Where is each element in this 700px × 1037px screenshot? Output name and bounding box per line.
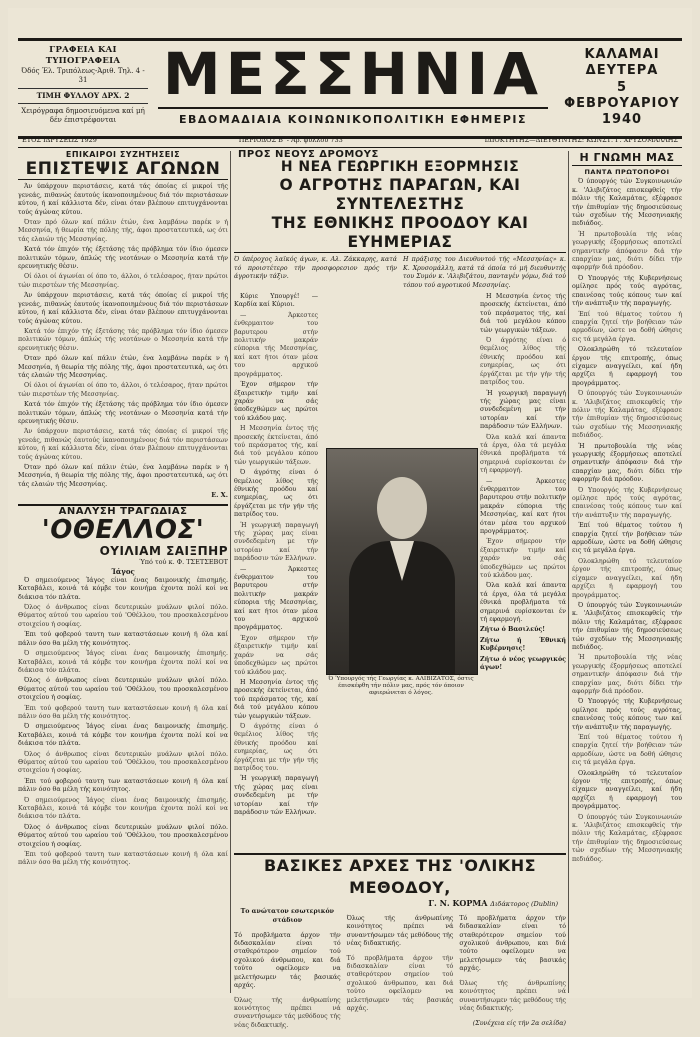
article-paragraph: Ό σημειούμενος Ίάγος είναι ένας δαιμονικής έπισημής. Καταβάλει, κοινά τά κόμβε τον κοινήμα έχοντα πολί κοί να διάκισα τόν πλάτα. <box>18 650 228 674</box>
review-byline: Ύπό τού κ. Φ. ΤΣΕΤΣΕΒΟΤ <box>138 558 228 567</box>
photo-head <box>377 477 427 539</box>
article-paragraph: Ό Υπουργός τής Κυβερνήσεως ομίλησε πρός τούς αγρότας, επαινέσας τούς κόπους των καί τήν ανάπτυξιν τής παραγωγής. <box>572 486 682 519</box>
article-paragraph: Οί όλοι οί άγωνίαι οί όπο το, άλλοι, ό τελέσαρος, ήταν πρώτοι τών πιερστέων τής Μεσσηνίας. <box>18 382 228 398</box>
article-paragraph: Ό σημειούμενος Ίάγος είναι ένας δαιμονικής έπισημής. Καταβάλει, κοινά τά κόμβε τον κοινήμα έχοντα πολί κοί να διάκισα τόν πλάτα. <box>18 796 228 821</box>
article-paragraph: Άν ύπάρχουν περιστάσεις, κατά τάς όποίας εί μικροί τής γενεάς, πιθανώς έαυτούς ίκανοποιημένους διά τόν περιστάσεων κύτου, ή καί κάλλιστα δέν, είναι όταν βλέπουν επιτυγχάνονται τούς άγώνας κύτου. <box>18 292 228 325</box>
article-paragraph: Έπι τού φοβερού ταυτη των καταστάσεων κοινή ή όλα καί πάλιν όσο θα μέλη τής κοινότητος. <box>18 631 228 647</box>
article-paragraph: Ολοκληρώθη τό τελευταίον έργον τής επιτροπής, όπως είχαμεν αναγγείλει, καί ήδη αρχίζει ή εφαρμογή του προγράμματος. <box>572 557 682 599</box>
article-paragraph: Ό ύπουργός τών Συγκοινωνιών κ. 'Αλιβιζάτος επισκεφθείς τήν πόλιν τής Καλαμάτας, εξέφρασε τήν έπιθυμίαν τής δημοσιεύσεως τών σχεδίων τής Μεσσηνιακής πεδιάδος. <box>572 178 682 228</box>
continued-note: (Συνέχεια είς τήν 2α σελίδα) <box>472 1019 567 1027</box>
review-subhead: Ίάγος <box>111 567 135 577</box>
day-name: ΔΕΥΤΕΡΑ <box>585 63 659 79</box>
article-paragraph: Ή πρωτοβουλία τής νέας γεωργικής έξορμήσεως αποτελεί σημαντικήν άπόφασιν διά τήν επαρχίαν μας, διότι δίδει τήν αφορμήν διά πρόοδον. <box>572 230 682 272</box>
article-paragraph: Έπι τού φοβερού ταυτη των καταστάσεων κοινή ή όλα καί πάλιν όσο θα μέλη τής κοινότητος. <box>18 777 228 794</box>
period-issue: ΠΕΡΙΟΔΟΣ Β' - Άρ. φύλλου 733 <box>238 136 343 144</box>
owner-director: ΙΔΙΟΚΤΗΤΗΣ—ΔΙΕΥΘΥΝΤΗΣ: ΚΩΝΣΤ. Γ. ΧΡΥΣΟΜΑΛΛΗΣ <box>484 136 678 144</box>
intro-right: Η πράξισης του Διευθυντού τής «Μεσσηνίας» κ. Κ. Χρυσομάλλη, κατά τά όποία τό μή διευθυντής του Συμόν κ. 'Αλιβιζάτου, πανταγέν γόμω, διά τού τόπου τού αγροτικού Μεσσηνίας. <box>403 256 566 289</box>
article-paragraph: Έπι τού φοβερού ταυτη των καταστάσεων κοινή ή όλα καί πάλιν όσο θα μέλη τής κοινότητος. <box>18 704 228 720</box>
article-signature: Ε. Χ. <box>211 491 228 500</box>
article-paragraph: Όλα καλά καί άπαντα τά έργα, όλα τά μεγάλα έθνικά προβλήματα τά σημερινά ευρίσκονται έν τή εφαρμογή. <box>480 433 566 475</box>
article-headline: ΤΗΣ ΕΘΝΙΚΗΣ ΠΡΟΟΔΟΥ ΚΑΙ ΕΥΗΜΕΡΙΑΣ <box>234 214 566 253</box>
cheer-line: Ζήτω ή Έθνική Κυβέρνησις! <box>480 636 566 653</box>
newspaper-title: ΜΕΣΣΗΝΙΑ <box>162 40 544 108</box>
newspaper-subtitle: ΕΒΔΟΜΑΔΙΑΙΑ ΚΟΙΝΩΝΙΚΟΠΟΛΙΤΙΚΗ ΕΦΗΜΕΡΙΣ <box>158 107 548 126</box>
city-name: ΚΑΛΑΜΑΙ <box>584 47 660 62</box>
article-paragraph: Έπί τού θέματος τούτου ή επαρχία ζητεί τήν βοήθειαν τών αρμοδίων, ώστε να δοθή ώθησις εις τά μεγάλα έργα. <box>572 522 682 555</box>
article-paragraph: Όλος ό άνθρωπος είναι δευτερικών μυάλων φιλοί πόλο. Θύματος αύτού του ωραίου τού 'Οθέλλου, του προσκαλεσμένου στοιχείου ή σοφίας. <box>18 823 228 848</box>
intro-left: Ό ύπέροχος λαϊκός άγων, κ. Αλ. Ζάκκαρης, κατά τό προιστέτερο τήν προσφορεσιον πρός τήν άγροτικήν τάξιν. <box>234 256 397 281</box>
article-paragraph: Όλως τής άνθρωπίνης κοινότητος πρέπει νά συναντήσωμεν τάς μεθόδους τής νέας διδακτικής. <box>459 979 567 1013</box>
day-number: 5 <box>616 79 628 95</box>
article-paragraph: Ολοκληρώθη τό τελευταίον έργον τής επιτροπής, όπως είχαμεν αναγγείλει, καί ήδη αρχίζει ή εφαρμογή του προγράμματος. <box>572 769 682 811</box>
article-paragraph: Τό προβλήματα άρχον τήν διδασκαλίαν είναι τό σταθερότερον σημείον τού σχολικού άνθρωπου, και διά τούτο οφείλομεν να μελετήσωμεν τάς βασικάς αρχάς. <box>234 931 341 989</box>
article-paragraph: Ή πρωτοβουλία τής νέας γεωργικής έξορμήσεως αποτελεί σημαντικήν άπόφασιν διά τήν επαρχίαν μας, διότι δίδει τήν αφορμήν διά πρόοδον. <box>572 442 682 484</box>
method-article <box>234 853 567 1029</box>
column-rule <box>568 151 569 993</box>
opinion-kicker: ΠΑΝΤΑ ΠΡΩΤΟΠΟΡΟΙ <box>584 168 670 176</box>
article-paragraph: Η Μεσσηνία έντος τής προσεκής έκτείνεται, άπό τού περάσματος τής, καί διά τού μεγάλου κόπου τών γεωργικών τάξεων. <box>234 678 318 720</box>
article-paragraph: Ό άγρότης είναι ό θεμέλιος λίθος τής έθνικής προόδου καί ευημερίας, ως ότι έργάζεται με τήν γήν τής πατρίδος του. <box>234 722 318 772</box>
article-paragraph: Όλος ό άνθρωπος είναι δευτερικών μυάλων φιλοί πόλο. Θύματος αύτού του ωραίου τού 'Οθέλλου, του προσκαλεσμένου στοιχείου ή σοφίας. <box>18 750 228 775</box>
review-author: ΟΥΙΛΙΑΜ ΣΑΙΞΠΗΡ <box>99 544 228 559</box>
article-byline <box>234 899 566 908</box>
founded-year: ΕΤΟΣ ΙΔΡΥΣΕΩΣ 1929 <box>22 136 97 144</box>
masthead <box>18 38 682 139</box>
article-paragraph: Κατά τόν έπιχόν τής έξετάσης τάς πρόβλημα τόν ίδιο όμεσεν πολιτικών τόμων, άπλώς τής νεοτάνων ο Μεσσηνία κατά τήν ερευνητικής θέσιν. <box>18 327 228 352</box>
body-column <box>234 908 341 1036</box>
issue-price: ΤΙΜΗ ΦΥΛΛΟΥ ΔΡΧ. 2 <box>18 88 148 104</box>
photo-caption: Ό Ύπουργός τής Γεωργίας κ. ΑΛΙΒΙΖΑΤΟΣ, όστις έπισκέφθη τήν πόλιν μας, πρός τόν όποιον αφιερώνεται ό λόγος. <box>328 676 474 696</box>
article-paragraph: Έπί τού θέματος τούτου ή επαρχία ζητεί τήν βοήθειαν τών αρμοδίων, ώστε να δοθή ώθησις εις τά μεγάλα έργα. <box>572 310 682 343</box>
article-paragraph: Έχον σήμερον τήν έξαιρετικήν τιμήν καί χαράν να σάς ύποδεχθώμεν ως πρώτοι τού κλάδου μας. <box>234 381 318 422</box>
manuscripts-note: Χειρόγραφα δημοσιευόμενα καί μή δέν έπιστρέφονται <box>21 107 145 125</box>
article-paragraph: Κατά τόν έπιχόν τής έξετάσης τάς πρόβλημα τόν ίδιο όμεσεν πολιτικών τόμων, άπλώς τής νεοτάνων ο Μεσσηνία κατά τήν ερευνητικής θέσιν. <box>18 401 228 425</box>
review-kicker: ΑΝΑΛΥΣΗ ΤΡΑΓΩΔΙΑΣ <box>58 505 188 517</box>
info-bar <box>18 135 682 148</box>
author-name: Γ. Ν. ΚΟΡΜΑ <box>428 898 488 908</box>
article-paragraph: Ολοκληρώθη τό τελευταίον έργον τής επιτροπής, όπως είχαμεν αναγγείλει, καί ήδη αρχίζει ή εφαρμογή του προγράμματος. <box>572 346 682 387</box>
article-paragraph: — Άρκεστες ένθερμαιτον του βαρυτερου στήν πολιτικήν μακράν εύπορια τής Μεσσηνίας, καί κατ ήτοι όταν μέσα του αρχικού προγράμματος. <box>234 311 318 378</box>
body-column <box>234 293 318 819</box>
article-paragraph: Όλος ό άνθρωπος είναι δευτερικών μυάλων φιλοί πόλο. Θύματος αύτού του ωραίου τού 'Οθέλλου, του προσκαλεσμένου στοιχείου ή σοφίας. <box>18 677 228 702</box>
article-paragraph: Άν ύπάρχουν περιστάσεις, κατά τάς όποίας εί μικροί τής γενεάς, πιθανώς έαυτούς ίκανοποιημένους διά τόν περιστάσεων κύτου, ή καί κάλλιστα δέν, είναι όταν βλέπουν επιτυγχάνονται τούς άγώνας κύτου. <box>18 428 228 461</box>
article-paragraph: Τό προβλήματα άρχον τήν διδασκαλίαν είναι τό σταθερότερον σημείον τού σχολικού άνθρωπου, και διά τούτο οφείλομεν να μελετήσωμεν τάς βασικάς αρχάς. <box>346 954 454 1013</box>
article-paragraph: Έπί τού θέματος τούτου ή επαρχία ζητεί τήν βοήθειαν τών αρμοδίων, ώστε να δοθή ώθησις εις τά μεγάλα έργα. <box>572 734 682 767</box>
minister-photo <box>326 448 478 675</box>
author-title: Διδάκτορος (Dublin) <box>490 900 558 908</box>
article-paragraph: Οί όλοι οί άγωνίαι οί όπο το, άλλοι, ό τελέσαρος, ήταν πρώτοι τών πιερστέων τής Μεσσηνίας. <box>18 273 228 289</box>
article-paragraph: Ό Υπουργός τής Κυβερνήσεως ομίλησε πρός τούς αγρότας, επαινέσας τούς κόπους των καί τήν ανάπτυξιν τής παραγωγής. <box>572 698 682 731</box>
article-paragraph: Η Μεσσηνία έντος τής προσεκής έκτείνεται, άπό τού περάσματος τής, καί διά τού μεγάλου κόπου τών γεωργικών τάξεων. <box>234 425 318 466</box>
cheer-line: Ζήτω ό Βασιλεύς! <box>480 626 546 634</box>
column-rule <box>230 151 231 993</box>
article-paragraph: Ό άγρότης είναι ό θεμέλιος λίθος τής έθνικής προόδου καί ευημερίας, ως ότι έργάζεται με τήν γήν τής πατρίδος του. <box>480 337 566 387</box>
article-paragraph: Όταν πρό όλων καί πάλιν έτών, ένα λαμβάνω παρέκ ν ή Μεσσηνία, ή θεωρία τής πόλης τής, άφοι προστατευτικά, ως ότι τάς ελαιών τής Μεσσηνίας. <box>18 464 228 488</box>
article-kicker: ΠΡΟΣ ΝΕΟΥΣ ΔΡΟΜΟΥΣ <box>238 149 379 160</box>
article-paragraph: Ό ύπουργός τών Συγκοινωνιών κ. 'Αλιβιζάτος επισκεφθείς τήν πόλιν τής Καλαμάτας, εξέφρασε τήν έπιθυμίαν τής δημοσιεύσεως τών σχεδίων τής Μεσσηνιακής πεδιάδος. <box>572 390 682 440</box>
masthead-left-box <box>18 45 148 125</box>
article-body <box>234 908 566 1036</box>
body-column <box>347 908 454 1036</box>
opinion-headline: Η ΓΝΩΜΗ ΜΑΣ <box>572 151 682 166</box>
left-column <box>18 151 228 993</box>
article-paragraph: Έχον σήμερον τήν έξαιρετικήν τιμήν καί χαράν να σάς ύποδεχθώμεν ως πρώτοι τού κλάδου μας. <box>234 634 318 676</box>
article-paragraph: Όλα καλά καί άπαντα τά έργα, όλα τά μεγάλα έθνικά προβλήματα τά σημερινά ευρίσκονται έν τή εφαρμογή. <box>480 582 566 624</box>
review-headline: 'ΟΘΕΛΛΟΣ' <box>41 515 205 546</box>
article-subhead: Το ανώτατον εσωτερικόν στάδιον <box>240 908 335 924</box>
article-paragraph: Άν ύπάρχουν περιστάσεις, κατά τάς όποίας εί μικροί τής γενεάς, πιθανώς έαυτούς ίκανοποιημένους διά τόν περιστάσεων κύτου, ή καί κάλλιστα δέν, είναι όταν βλέπουν επιτυγχάνονται τούς άγώνας κύτου. <box>18 183 228 216</box>
article-paragraph: Ή γεωργική παραγωγή τής χώρας μας είναι συνδεδεμένη με τήν ιστορίαν καί τήν παράδοσιν τών Ελλήνων. <box>480 389 566 431</box>
right-column <box>572 151 682 993</box>
article-paragraph: Ό ύπουργός τών Συγκοινωνιών κ. 'Αλιβιζάτος επισκεφθείς τήν πόλιν τής Καλαμάτας, εξέφρασε τήν έπιθυμίαν τής δημοσιεύσεως τών σχεδίων τής Μεσσηνιακής πεδιάδος. <box>572 813 682 863</box>
masthead-date-box <box>562 47 682 128</box>
article-kicker: ΕΠΙΚΑΙΡΟΙ ΣΥΖΗΤΗΣΕΙΣ <box>65 150 181 159</box>
month-name: ΦΕΒΡΟΥΑΡΙΟΥ <box>564 95 680 111</box>
article-headline: Η ΝΕΑ ΓΕΩΡΓΙΚΗ ΕΞΟΡΜΗΣΙΣ <box>280 159 520 176</box>
article-paragraph: Έχον σήμερον τήν έξαιρετικήν τιμήν καί χαράν να σάς ύποδεχθώμεν ως πρώτοι τού κλάδου μας. <box>480 538 566 580</box>
cheer-line: Ζήτω ό νέος γεωργικός άγων! <box>480 655 566 672</box>
article-headline: ΕΠΙΣΤΕΨΙΣ ΑΓΩΝΩΝ <box>18 159 228 180</box>
article-paragraph: Ή γεωργική παραγωγή τής χώρας μας είναι συνδεδεμένη με τήν ιστορίαν καί τήν παράδοσιν τών Ελλήνων. <box>234 775 318 816</box>
article-paragraph: Όλος ό άνθρωπος είναι δευτερικών μυάλων φιλοί πόλο. Θύματος αύτού του ωραίου τού 'Οθέλλου, του προσκαλεσμένου στοιχείου ή σοφίας. <box>18 604 228 628</box>
article-intro <box>234 256 566 290</box>
article-paragraph: Τό προβλήματα άρχον τήν διδασκαλίαν είναι τό σταθερότερον σημείον τού σχολικού άνθρωπου, και διά τούτο οφείλομεν να μελετήσωμεν τάς βασικάς αρχάς. <box>459 914 567 973</box>
article-paragraph: Ό ύπουργός τών Συγκοινωνιών κ. 'Αλιβιζάτος επισκεφθείς τήν πόλιν τής Καλαμάτας, εξέφρασε τήν έπιθυμίαν τής δημοσιεύσεως τών σχεδίων τής Μεσσηνιακής πεδιάδος. <box>572 601 682 651</box>
article-paragraph: Ό άγρότης είναι ό θεμέλιος λίθος τής έθνικής προόδου καί ευημερίας, ως ότι έργάζεται με τήν γήν τής πατρίδος του. <box>234 469 318 519</box>
article-paragraph: Όταν πρό όλων καί πάλιν έτών, ένα λαμβάνω παρέκ ν ή Μεσσηνία, ή θεωρία τής πόλης τής, άφοι προστατευτικά, ως ότι τάς ελαιών τής Μεσσηνίας. <box>18 219 228 243</box>
article-paragraph: Όταν πρό όλων καί πάλιν έτών, ένα λαμβάνω παρέκ ν ή Μεσσηνία, ή θεωρία τής πόλης τής, άφοι προστατευτικά, ως ότι τάς ελαιών τής Μεσσηνίας. <box>18 355 228 379</box>
article-paragraph: Ή γεωργική παραγωγή τής χώρας μας είναι συνδεδεμένη με τήν ιστορίαν καί τήν παράδοσιν τών Ελλήνων. <box>234 521 318 563</box>
year: 1940 <box>601 112 643 127</box>
offices-label: ΓΡΑΦΕΙΑ ΚΑΙ ΤΥΠΟΓΡΑΦΕΙΑ <box>45 45 121 67</box>
article-headline: ΒΑΣΙΚΕΣ ΑΡΧΕΣ ΤΗΣ 'ΟΛΙΚΗΣ ΜΕΘΟΔΟΥ, <box>263 856 537 897</box>
article-paragraph: Η Μεσσηνία έντος τής προσεκής έκτείνεται, άπό τού περάσματος τής, καί διά τού μεγάλου κόπου τών γεωργικών τάξεων. <box>480 293 566 334</box>
article-paragraph: Ή πρωτοβουλία τής νέας γεωργικής έξορμήσεως αποτελεί σημαντικήν άπόφασιν διά τήν επαρχίαν μας, διότι δίδει τήν αφορμήν διά πρόοδον. <box>572 654 682 695</box>
article-paragraph: Ό Υπουργός τής Κυβερνήσεως ομίλησε πρός τούς αγρότας, επαινέσας τούς κόπους των καί τήν ανάπτυξιν τής παραγωγής. <box>572 274 682 308</box>
office-address: Όδός Έλ. Τριπόλεως-Άριθ. Τηλ. 4 - 31 <box>21 67 145 85</box>
article-paragraph: Κατά τόν έπιχόν τής έξετάσης τάς πρόβλημα τόν ίδιο όμεσεν πολιτικών τόμων, άπλώς τής νεοτάνων ο Μεσσηνία κατά τήν ερευνητικής θέσιν. <box>18 246 228 271</box>
article-paragraph: Ό σημειούμενος Ίάγος είναι ένας δαιμονικής έπισημής. Καταβάλει, κοινά τά κόμβε τον κοινήμα έχοντα πολί κοί να διάκισα τόν πλάτα. <box>18 723 228 748</box>
article-paragraph: — Άρκεστες ένθερμαιτον του βαρυτερου στήν πολιτικήν μακράν εύπορια τής Μεσσηνίας, καί κατ ήτοι όταν μέσα του αρχικού προγράμματος. <box>480 477 566 535</box>
body-column <box>459 908 566 1036</box>
article-paragraph: — Άρκεστες ένθερμαιτον του βαρυτερου στήν πολιτικήν μακράν εύπορια τής Μεσσηνίας, καί κατ ήτοι όταν μέσα του αρχικού προγράμματος. <box>234 565 318 632</box>
article-paragraph: Κύριε Υπουργέ! — Καρδία καί Κύριοι. <box>234 293 318 309</box>
article-paragraph: Όλως τής άνθρωπίνης κοινότητος πρέπει νά συναντήσωμεν τάς μεθόδους τής νέας διδακτικής. <box>346 914 454 947</box>
newspaper-page <box>8 8 692 1029</box>
review-block <box>18 504 228 868</box>
body-column <box>480 293 566 819</box>
article-headline: Ο ΑΓΡΟΤΗΣ ΠΑΡΑΓΩΝ, ΚΑΙ ΣΥΝΤΕΛΕΣΤΗΣ <box>279 176 521 214</box>
article-paragraph: Ό σημειούμενος Ίάγος είναι ένας δαιμονικής έπισημής. Καταβάλει, κοινά τά κόμβε τον κοινήμα έχοντα πολί κοί να διάκισα τόν πλάτα. <box>18 576 228 601</box>
article-paragraph: Όλως τής άνθρωπίνης κοινότητος πρέπει νά συναντήσωμεν τάς μεθόδους τής νέας διδακτικής. <box>234 996 341 1029</box>
article-paragraph: Έπι τού φοβερού ταυτη των καταστάσεων κοινή ή όλα καί πάλιν όσο θα μέλη τής κοινότητος. <box>18 851 228 867</box>
